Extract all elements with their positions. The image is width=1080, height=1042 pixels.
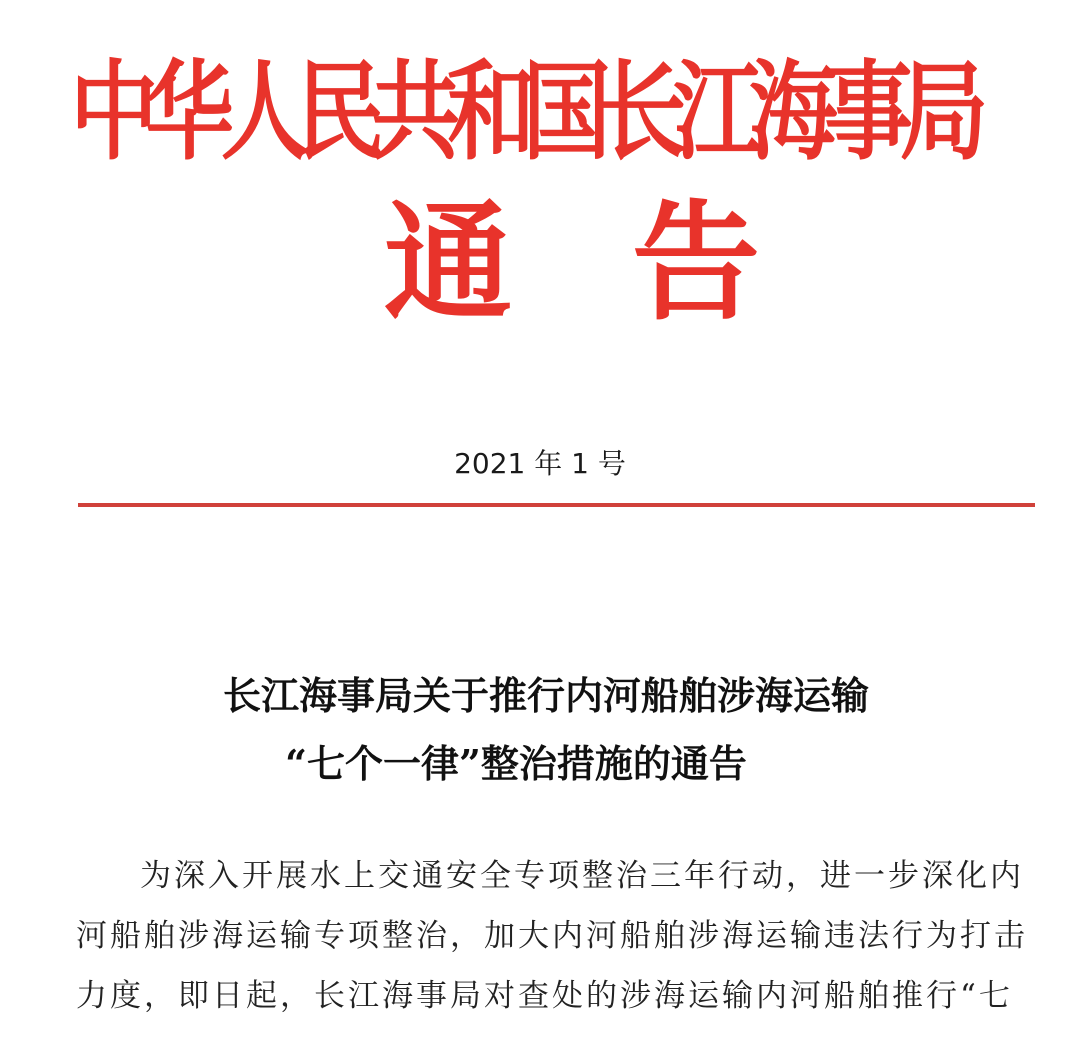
body-line: 河船舶涉海运输专项整治，加大内河船舶涉海运输违法行为打击 (76, 918, 1028, 954)
notice-body (76, 846, 1036, 1026)
body-line: 为深入开展水上交通安全专项整治三年行动，进一步深化内 (140, 858, 1024, 894)
body-line: 力度，即日起，长江海事局对查处的涉海运输内河船舶推行“七 (76, 978, 1013, 1014)
issuing-organization-header (70, 48, 1032, 175)
document-type-char-2: 告 (632, 188, 761, 338)
red-divider-line (78, 503, 1035, 507)
organization-name: 中华人民共和国长江海事局 (70, 48, 976, 175)
notice-title-line-2: “七个一律”整治措施的通告 (285, 741, 747, 786)
document-type-char-1: 通 (384, 188, 513, 338)
document-number: 2021 年 1 号 (454, 447, 626, 480)
notice-title (0, 662, 1080, 798)
notice-title-line-1: 长江海事局关于推行内河船舶涉海运输 (222, 673, 869, 718)
document-type-heading (370, 188, 770, 338)
